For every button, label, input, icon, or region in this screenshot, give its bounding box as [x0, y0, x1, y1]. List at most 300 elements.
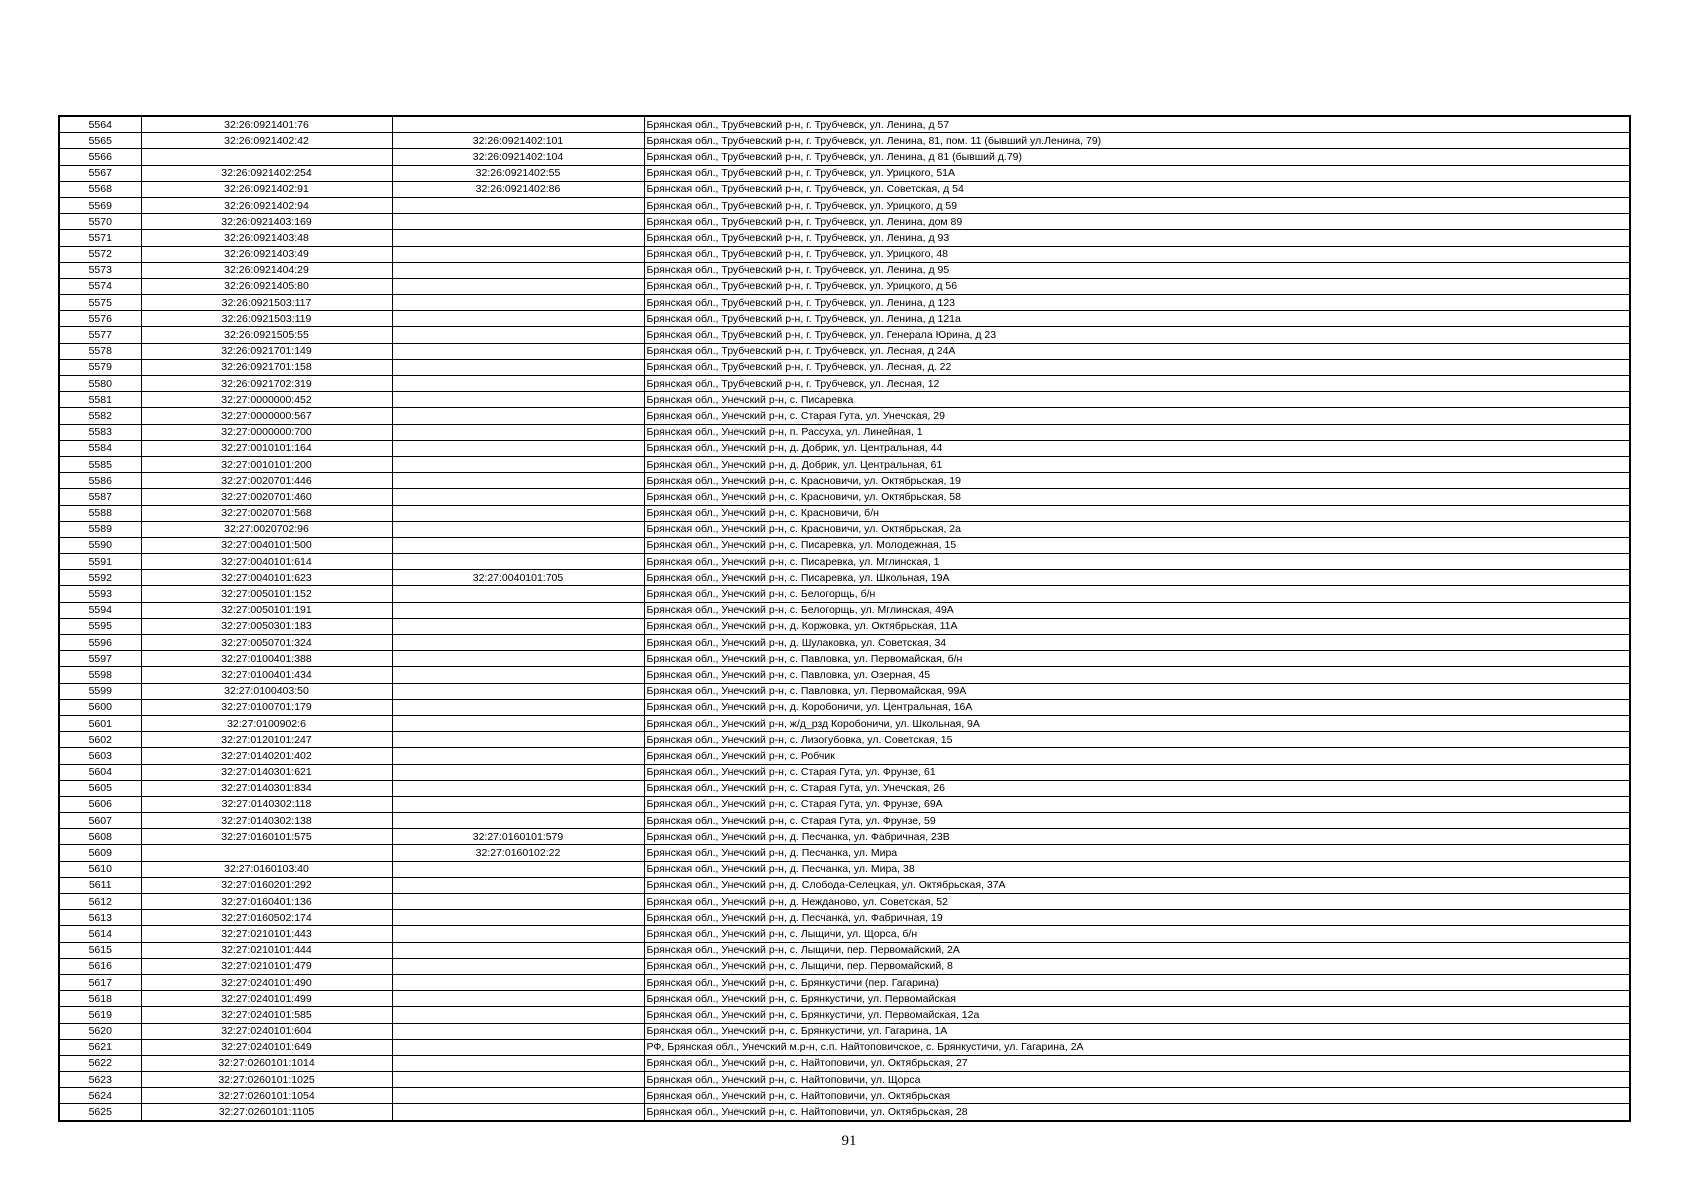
- cadastral-number-cell: 32:27:0240101:499: [141, 991, 392, 1007]
- address-cell: Брянская обл., Унечский р-н, ж/д_рзд Коробоничи, ул. Школьная, 9А: [644, 715, 1630, 731]
- row-number-cell: 5595: [59, 618, 141, 634]
- cadastral-number-cell: 32:27:0040101:623: [141, 570, 392, 586]
- address-cell: Брянская обл., Трубчевский р-н, г. Трубчевск, ул. Ленина, д 95: [644, 262, 1630, 278]
- row-number-cell: 5582: [59, 408, 141, 424]
- related-cadastral-number-cell: [392, 246, 644, 262]
- row-number-cell: 5586: [59, 473, 141, 489]
- address-cell: Брянская обл., Унечский р-н, с. Белогорщь, б/н: [644, 586, 1630, 602]
- row-number-cell: 5608: [59, 829, 141, 845]
- table-row: [59, 440, 1630, 456]
- property-registry-table: [58, 115, 1631, 1122]
- row-number-cell: 5603: [59, 748, 141, 764]
- address-cell: Брянская обл., Трубчевский р-н, г. Трубчевск, ул. Ленина, д 121а: [644, 311, 1630, 327]
- address-cell: Брянская обл., Унечский р-н, д. Коржовка, ул. Октябрьская, 11А: [644, 618, 1630, 634]
- row-number-cell: 5577: [59, 327, 141, 343]
- cadastral-number-cell: 32:27:0140301:621: [141, 764, 392, 780]
- cadastral-number-cell: 32:27:0240101:649: [141, 1039, 392, 1055]
- row-number-cell: 5579: [59, 359, 141, 375]
- related-cadastral-number-cell: [392, 651, 644, 667]
- related-cadastral-number-cell: [392, 1023, 644, 1039]
- address-cell: Брянская обл., Унечский р-н, с. Павловка, ул. Первомайская, 99А: [644, 683, 1630, 699]
- cadastral-number-cell: 32:27:0140201:402: [141, 748, 392, 764]
- address-cell: Брянская обл., Унечский р-н, с. Писаревка: [644, 392, 1630, 408]
- address-cell: Брянская обл., Унечский р-н, с. Белогорщь, ул. Мглинская, 49А: [644, 602, 1630, 618]
- table-row: [59, 796, 1630, 812]
- table-row: [59, 149, 1630, 165]
- related-cadastral-number-cell: [392, 991, 644, 1007]
- table-row: [59, 424, 1630, 440]
- row-number-cell: 5571: [59, 230, 141, 246]
- table-row: [59, 521, 1630, 537]
- address-cell: Брянская обл., Унечский р-н, д. Шулаковка, ул. Советская, 34: [644, 635, 1630, 651]
- table-row: [59, 570, 1630, 586]
- table-row: [59, 376, 1630, 392]
- cadastral-number-cell: 32:27:0050701:324: [141, 635, 392, 651]
- address-cell: Брянская обл., Унечский р-н, с. Брянкустичи (пер. Гагарина): [644, 974, 1630, 990]
- row-number-cell: 5574: [59, 278, 141, 294]
- address-cell: Брянская обл., Унечский р-н, с. Найтоповичи, ул. Щорса: [644, 1072, 1630, 1088]
- related-cadastral-number-cell: [392, 1072, 644, 1088]
- related-cadastral-number-cell: 32:27:0160102:22: [392, 845, 644, 861]
- address-cell: Брянская обл., Унечский р-н, с. Найтоповичи, ул. Октябрьская, 28: [644, 1104, 1630, 1121]
- row-number-cell: 5606: [59, 796, 141, 812]
- related-cadastral-number-cell: [392, 278, 644, 294]
- table-row: [59, 699, 1630, 715]
- cadastral-number-cell: 32:27:0040101:500: [141, 537, 392, 553]
- related-cadastral-number-cell: [392, 748, 644, 764]
- address-cell: Брянская обл., Унечский р-н, д. Добрик, ул. Центральная, 61: [644, 456, 1630, 472]
- row-number-cell: 5580: [59, 376, 141, 392]
- related-cadastral-number-cell: [392, 473, 644, 489]
- table-row: [59, 343, 1630, 359]
- related-cadastral-number-cell: [392, 230, 644, 246]
- address-cell: Брянская обл., Трубчевский р-н, г. Трубчевск, ул. Ленина, д 81 (бывший д.79): [644, 149, 1630, 165]
- related-cadastral-number-cell: [392, 1055, 644, 1071]
- related-cadastral-number-cell: [392, 456, 644, 472]
- address-cell: Брянская обл., Унечский р-н, с. Найтоповичи, ул. Октябрьская, 27: [644, 1055, 1630, 1071]
- table-row: [59, 262, 1630, 278]
- table-row: [59, 408, 1630, 424]
- related-cadastral-number-cell: [392, 618, 644, 634]
- cadastral-number-cell: 32:27:0000000:452: [141, 392, 392, 408]
- cadastral-number-cell: 32:27:0210101:444: [141, 942, 392, 958]
- table-row: [59, 829, 1630, 845]
- related-cadastral-number-cell: [392, 1088, 644, 1104]
- address-cell: Брянская обл., Трубчевский р-н, г. Трубчевск, ул. Лесная, 12: [644, 376, 1630, 392]
- cadastral-number-cell: 32:27:0010101:164: [141, 440, 392, 456]
- address-cell: Брянская обл., Унечский р-н, д. Песчанка, ул. Мира: [644, 845, 1630, 861]
- row-number-cell: 5588: [59, 505, 141, 521]
- address-cell: Брянская обл., Трубчевский р-н, г. Трубчевск, ул. Ленина, дом 89: [644, 214, 1630, 230]
- related-cadastral-number-cell: [392, 974, 644, 990]
- cadastral-number-cell: 32:27:0140302:118: [141, 796, 392, 812]
- row-number-cell: 5564: [59, 116, 141, 133]
- row-number-cell: 5590: [59, 537, 141, 553]
- row-number-cell: 5611: [59, 877, 141, 893]
- table-row: [59, 489, 1630, 505]
- address-cell: Брянская обл., Унечский р-н, д. Коробоничи, ул. Центральная, 16А: [644, 699, 1630, 715]
- row-number-cell: 5620: [59, 1023, 141, 1039]
- address-cell: Брянская обл., Унечский р-н, с. Павловка, ул. Озерная, 45: [644, 667, 1630, 683]
- address-cell: Брянская обл., Унечский р-н, с. Красновичи, ул. Октябрьская, 2а: [644, 521, 1630, 537]
- address-cell: Брянская обл., Трубчевский р-н, г. Трубчевск, ул. Генерала Юрина, д 23: [644, 327, 1630, 343]
- address-cell: Брянская обл., Унечский р-н, д. Песчанка, ул. Мира, 38: [644, 861, 1630, 877]
- row-number-cell: 5587: [59, 489, 141, 505]
- related-cadastral-number-cell: [392, 667, 644, 683]
- address-cell: Брянская обл., Унечский р-н, с. Красновичи, ул. Октябрьская, 19: [644, 473, 1630, 489]
- table-row: [59, 667, 1630, 683]
- address-cell: Брянская обл., Унечский р-н, с. Лыщичи, ул. Щорса, б/н: [644, 926, 1630, 942]
- cadastral-number-cell: 32:26:0921403:48: [141, 230, 392, 246]
- row-number-cell: 5602: [59, 732, 141, 748]
- row-number-cell: 5596: [59, 635, 141, 651]
- cadastral-number-cell: 32:27:0020702:96: [141, 521, 392, 537]
- table-row: [59, 1072, 1630, 1088]
- table-row: [59, 1007, 1630, 1023]
- related-cadastral-number-cell: [392, 424, 644, 440]
- address-cell: Брянская обл., Трубчевский р-н, г. Трубчевск, ул. Советская, д 54: [644, 181, 1630, 197]
- address-cell: Брянская обл., Унечский р-н, с. Писаревка, ул. Школьная, 19А: [644, 570, 1630, 586]
- row-number-cell: 5566: [59, 149, 141, 165]
- table-row: [59, 732, 1630, 748]
- table-row: [59, 554, 1630, 570]
- related-cadastral-number-cell: [392, 116, 644, 133]
- cadastral-number-cell: 32:26:0921503:117: [141, 295, 392, 311]
- related-cadastral-number-cell: [392, 489, 644, 505]
- table-row: [59, 1055, 1630, 1071]
- row-number-cell: 5569: [59, 197, 141, 213]
- row-number-cell: 5600: [59, 699, 141, 715]
- row-number-cell: 5619: [59, 1007, 141, 1023]
- related-cadastral-number-cell: [392, 958, 644, 974]
- cadastral-number-cell: 32:27:0260101:1014: [141, 1055, 392, 1071]
- related-cadastral-number-cell: [392, 602, 644, 618]
- row-number-cell: 5585: [59, 456, 141, 472]
- address-cell: Брянская обл., Трубчевский р-н, г. Трубчевск, ул. Лесная, д 24А: [644, 343, 1630, 359]
- table-row: [59, 181, 1630, 197]
- related-cadastral-number-cell: [392, 780, 644, 796]
- address-cell: Брянская обл., Унечский р-н, с. Лизогубовка, ул. Советская, 15: [644, 732, 1630, 748]
- cadastral-number-cell: 32:26:0921701:158: [141, 359, 392, 375]
- row-number-cell: 5612: [59, 894, 141, 910]
- table-row: [59, 958, 1630, 974]
- related-cadastral-number-cell: [392, 311, 644, 327]
- row-number-cell: 5605: [59, 780, 141, 796]
- cadastral-number-cell: 32:27:0160502:174: [141, 910, 392, 926]
- cadastral-number-cell: 32:27:0000000:700: [141, 424, 392, 440]
- table-row: [59, 392, 1630, 408]
- table-row: [59, 1023, 1630, 1039]
- table-row: [59, 311, 1630, 327]
- row-number-cell: 5617: [59, 974, 141, 990]
- table-row: [59, 295, 1630, 311]
- cadastral-number-cell: 32:27:0210101:479: [141, 958, 392, 974]
- table-row: [59, 230, 1630, 246]
- table-row: [59, 456, 1630, 472]
- row-number-cell: 5614: [59, 926, 141, 942]
- table-row: [59, 197, 1630, 213]
- address-cell: Брянская обл., Унечский р-н, с. Робчик: [644, 748, 1630, 764]
- address-cell: РФ, Брянская обл., Унечский м.р-н, с.п. Найтоповичское, с. Брянкустичи, ул. Гагарина, 2А: [644, 1039, 1630, 1055]
- row-number-cell: 5584: [59, 440, 141, 456]
- table-row: [59, 926, 1630, 942]
- row-number-cell: 5607: [59, 813, 141, 829]
- related-cadastral-number-cell: [392, 327, 644, 343]
- cadastral-number-cell: 32:27:0120101:247: [141, 732, 392, 748]
- table-row: [59, 894, 1630, 910]
- table-row: [59, 845, 1630, 861]
- cadastral-number-cell: 32:27:0240101:585: [141, 1007, 392, 1023]
- related-cadastral-number-cell: [392, 877, 644, 893]
- row-number-cell: 5601: [59, 715, 141, 731]
- related-cadastral-number-cell: [392, 537, 644, 553]
- row-number-cell: 5565: [59, 133, 141, 149]
- related-cadastral-number-cell: [392, 732, 644, 748]
- row-number-cell: 5591: [59, 554, 141, 570]
- address-cell: Брянская обл., Унечский р-н, с. Найтоповичи, ул. Октябрьская: [644, 1088, 1630, 1104]
- related-cadastral-number-cell: 32:26:0921402:55: [392, 165, 644, 181]
- cadastral-number-cell: 32:27:0160201:292: [141, 877, 392, 893]
- related-cadastral-number-cell: [392, 910, 644, 926]
- address-cell: Брянская обл., Унечский р-н, д. Добрик, ул. Центральная, 44: [644, 440, 1630, 456]
- cadastral-number-cell: 32:27:0240101:490: [141, 974, 392, 990]
- related-cadastral-number-cell: [392, 295, 644, 311]
- related-cadastral-number-cell: [392, 392, 644, 408]
- address-cell: Брянская обл., Унечский р-н, с. Лыщичи, пер. Первомайский, 8: [644, 958, 1630, 974]
- cadastral-number-cell: 32:26:0921402:254: [141, 165, 392, 181]
- address-cell: Брянская обл., Унечский р-н, с. Писаревка, ул. Молодежная, 15: [644, 537, 1630, 553]
- address-cell: Брянская обл., Унечский р-н, с. Павловка, ул. Первомайская, б/н: [644, 651, 1630, 667]
- address-cell: Брянская обл., Унечский р-н, с. Брянкустичи, ул. Первомайская: [644, 991, 1630, 1007]
- related-cadastral-number-cell: 32:26:0921402:86: [392, 181, 644, 197]
- cadastral-number-cell: 32:27:0050101:152: [141, 586, 392, 602]
- table-row: [59, 133, 1630, 149]
- cadastral-number-cell: 32:26:0921403:49: [141, 246, 392, 262]
- table-row: [59, 715, 1630, 731]
- row-number-cell: 5570: [59, 214, 141, 230]
- related-cadastral-number-cell: [392, 343, 644, 359]
- table-row: [59, 586, 1630, 602]
- cadastral-number-cell: 32:27:0010101:200: [141, 456, 392, 472]
- related-cadastral-number-cell: 32:26:0921402:104: [392, 149, 644, 165]
- row-number-cell: 5575: [59, 295, 141, 311]
- address-cell: Брянская обл., Трубчевский р-н, г. Трубчевск, ул. Ленина, д 93: [644, 230, 1630, 246]
- row-number-cell: 5594: [59, 602, 141, 618]
- row-number-cell: 5597: [59, 651, 141, 667]
- related-cadastral-number-cell: [392, 635, 644, 651]
- row-number-cell: 5623: [59, 1072, 141, 1088]
- related-cadastral-number-cell: [392, 440, 644, 456]
- address-cell: Брянская обл., Трубчевский р-н, г. Трубчевск, ул. Лесная, д. 22: [644, 359, 1630, 375]
- related-cadastral-number-cell: 32:27:0160101:579: [392, 829, 644, 845]
- cadastral-number-cell: 32:27:0140302:138: [141, 813, 392, 829]
- table-row: [59, 602, 1630, 618]
- table-row: [59, 278, 1630, 294]
- address-cell: Брянская обл., Трубчевский р-н, г. Трубчевск, ул. Ленина, д 123: [644, 295, 1630, 311]
- row-number-cell: 5621: [59, 1039, 141, 1055]
- related-cadastral-number-cell: [392, 715, 644, 731]
- table-row: [59, 877, 1630, 893]
- cadastral-number-cell: 32:26:0921404:29: [141, 262, 392, 278]
- cadastral-number-cell: 32:26:0921701:149: [141, 343, 392, 359]
- cadastral-number-cell: 32:27:0160401:136: [141, 894, 392, 910]
- table-row: [59, 165, 1630, 181]
- table-row: [59, 327, 1630, 343]
- cadastral-number-cell: 32:26:0921403:169: [141, 214, 392, 230]
- cadastral-number-cell: 32:27:0020701:446: [141, 473, 392, 489]
- related-cadastral-number-cell: [392, 376, 644, 392]
- related-cadastral-number-cell: [392, 926, 644, 942]
- related-cadastral-number-cell: [392, 764, 644, 780]
- table-row: [59, 991, 1630, 1007]
- cadastral-number-cell: 32:26:0921503:119: [141, 311, 392, 327]
- table-row: [59, 116, 1630, 133]
- cadastral-number-cell: 32:27:0260101:1025: [141, 1072, 392, 1088]
- row-number-cell: 5593: [59, 586, 141, 602]
- address-cell: Брянская обл., Унечский р-н, с. Старая Гута, ул. Фрунзе, 59: [644, 813, 1630, 829]
- table-row: [59, 780, 1630, 796]
- address-cell: Брянская обл., Трубчевский р-н, г. Трубчевск, ул. Урицкого, д 56: [644, 278, 1630, 294]
- address-cell: Брянская обл., Унечский р-н, с. Красновичи, ул. Октябрьская, 58: [644, 489, 1630, 505]
- address-cell: Брянская обл., Унечский р-н, д. Песчанка, ул. Фабричная, 19: [644, 910, 1630, 926]
- row-number-cell: 5610: [59, 861, 141, 877]
- related-cadastral-number-cell: [392, 197, 644, 213]
- related-cadastral-number-cell: [392, 1039, 644, 1055]
- cadastral-number-cell: 32:27:0100401:434: [141, 667, 392, 683]
- address-cell: Брянская обл., Унечский р-н, д. Слобода-Селецкая, ул. Октябрьская, 37А: [644, 877, 1630, 893]
- table-row: [59, 635, 1630, 651]
- row-number-cell: 5599: [59, 683, 141, 699]
- related-cadastral-number-cell: [392, 894, 644, 910]
- row-number-cell: 5581: [59, 392, 141, 408]
- table-row: [59, 910, 1630, 926]
- cadastral-number-cell: 32:27:0160101:575: [141, 829, 392, 845]
- address-cell: Брянская обл., Унечский р-н, с. Старая Гута, ул. Фрунзе, 61: [644, 764, 1630, 780]
- cadastral-number-cell: 32:27:0160103:40: [141, 861, 392, 877]
- row-number-cell: 5583: [59, 424, 141, 440]
- related-cadastral-number-cell: [392, 861, 644, 877]
- related-cadastral-number-cell: [392, 521, 644, 537]
- table-row: [59, 748, 1630, 764]
- cadastral-number-cell: 32:26:0921402:94: [141, 197, 392, 213]
- cadastral-number-cell: 32:27:0100902:6: [141, 715, 392, 731]
- address-cell: Брянская обл., Унечский р-н, с. Брянкустичи, ул. Гагарина, 1А: [644, 1023, 1630, 1039]
- related-cadastral-number-cell: [392, 1104, 644, 1121]
- registry-body: [59, 116, 1630, 1121]
- address-cell: Брянская обл., Унечский р-н, с. Старая Гута, ул. Фрунзе, 69А: [644, 796, 1630, 812]
- cadastral-number-cell: 32:27:0020701:568: [141, 505, 392, 521]
- address-cell: Брянская обл., Трубчевский р-н, г. Трубчевск, ул. Урицкого, 48: [644, 246, 1630, 262]
- cadastral-number-cell: 32:27:0240101:604: [141, 1023, 392, 1039]
- table-row: [59, 1039, 1630, 1055]
- address-cell: Брянская обл., Унечский р-н, д. Нежданово, ул. Советская, 52: [644, 894, 1630, 910]
- related-cadastral-number-cell: [392, 796, 644, 812]
- row-number-cell: 5625: [59, 1104, 141, 1121]
- cadastral-number-cell: 32:26:0921402:91: [141, 181, 392, 197]
- cadastral-number-cell: 32:26:0921505:55: [141, 327, 392, 343]
- cadastral-number-cell: 32:27:0260101:1054: [141, 1088, 392, 1104]
- row-number-cell: 5624: [59, 1088, 141, 1104]
- row-number-cell: 5589: [59, 521, 141, 537]
- address-cell: Брянская обл., Унечский р-н, п. Рассуха, ул. Линейная, 1: [644, 424, 1630, 440]
- cadastral-number-cell: 32:27:0210101:443: [141, 926, 392, 942]
- address-cell: Брянская обл., Трубчевский р-н, г. Трубчевск, ул. Ленина, 81, пом. 11 (бывший ул.Ленина, 79): [644, 133, 1630, 149]
- table-row: [59, 505, 1630, 521]
- row-number-cell: 5572: [59, 246, 141, 262]
- table-row: [59, 246, 1630, 262]
- table-row: [59, 618, 1630, 634]
- cadastral-number-cell: 32:26:0921401:76: [141, 116, 392, 133]
- cadastral-number-cell: 32:27:0020701:460: [141, 489, 392, 505]
- row-number-cell: 5616: [59, 958, 141, 974]
- table-row: [59, 473, 1630, 489]
- table-row: [59, 861, 1630, 877]
- address-cell: Брянская обл., Унечский р-н, с. Лыщичи, пер. Первомайский, 2А: [644, 942, 1630, 958]
- table-row: [59, 813, 1630, 829]
- row-number-cell: 5578: [59, 343, 141, 359]
- page-number: 91: [841, 1133, 857, 1149]
- row-number-cell: 5622: [59, 1055, 141, 1071]
- cadastral-number-cell: 32:26:0921702:319: [141, 376, 392, 392]
- related-cadastral-number-cell: [392, 214, 644, 230]
- table-row: [59, 214, 1630, 230]
- address-cell: Брянская обл., Унечский р-н, с. Старая Гута, ул. Унечская, 29: [644, 408, 1630, 424]
- cadastral-number-cell: 32:26:0921405:80: [141, 278, 392, 294]
- related-cadastral-number-cell: 32:27:0040101:705: [392, 570, 644, 586]
- address-cell: Брянская обл., Трубчевский р-н, г. Трубчевск, ул. Ленина, д 57: [644, 116, 1630, 133]
- row-number-cell: 5615: [59, 942, 141, 958]
- address-cell: Брянская обл., Унечский р-н, с. Писаревка, ул. Мглинская, 1: [644, 554, 1630, 570]
- address-cell: Брянская обл., Унечский р-н, с. Красновичи, б/н: [644, 505, 1630, 521]
- related-cadastral-number-cell: [392, 683, 644, 699]
- cadastral-number-cell: 32:27:0100701:179: [141, 699, 392, 715]
- related-cadastral-number-cell: [392, 554, 644, 570]
- related-cadastral-number-cell: [392, 1007, 644, 1023]
- row-number-cell: 5576: [59, 311, 141, 327]
- table-row: [59, 764, 1630, 780]
- related-cadastral-number-cell: [392, 586, 644, 602]
- table-row: [59, 942, 1630, 958]
- address-cell: Брянская обл., Унечский р-н, с. Брянкустичи, ул. Первомайская, 12а: [644, 1007, 1630, 1023]
- address-cell: Брянская обл., Унечский р-н, с. Старая Гута, ул. Унечская, 26: [644, 780, 1630, 796]
- table-row: [59, 537, 1630, 553]
- row-number-cell: 5598: [59, 667, 141, 683]
- related-cadastral-number-cell: [392, 942, 644, 958]
- table-row: [59, 651, 1630, 667]
- row-number-cell: 5618: [59, 991, 141, 1007]
- row-number-cell: 5592: [59, 570, 141, 586]
- address-cell: Брянская обл., Трубчевский р-н, г. Трубчевск, ул. Урицкого, д 59: [644, 197, 1630, 213]
- related-cadastral-number-cell: 32:26:0921402:101: [392, 133, 644, 149]
- related-cadastral-number-cell: [392, 262, 644, 278]
- row-number-cell: 5609: [59, 845, 141, 861]
- table-row: [59, 974, 1630, 990]
- row-number-cell: 5567: [59, 165, 141, 181]
- cadastral-number-cell: 32:27:0100403:50: [141, 683, 392, 699]
- related-cadastral-number-cell: [392, 408, 644, 424]
- row-number-cell: 5568: [59, 181, 141, 197]
- row-number-cell: 5573: [59, 262, 141, 278]
- related-cadastral-number-cell: [392, 359, 644, 375]
- cadastral-number-cell: 32:26:0921402:42: [141, 133, 392, 149]
- row-number-cell: 5613: [59, 910, 141, 926]
- address-cell: Брянская обл., Трубчевский р-н, г. Трубчевск, ул. Урицкого, 51А: [644, 165, 1630, 181]
- cadastral-number-cell: 32:27:0040101:614: [141, 554, 392, 570]
- cadastral-number-cell: 32:27:0050101:191: [141, 602, 392, 618]
- cadastral-number-cell: 32:27:0100401:388: [141, 651, 392, 667]
- cadastral-number-cell: 32:27:0050301:183: [141, 618, 392, 634]
- cadastral-number-cell: 32:27:0140301:834: [141, 780, 392, 796]
